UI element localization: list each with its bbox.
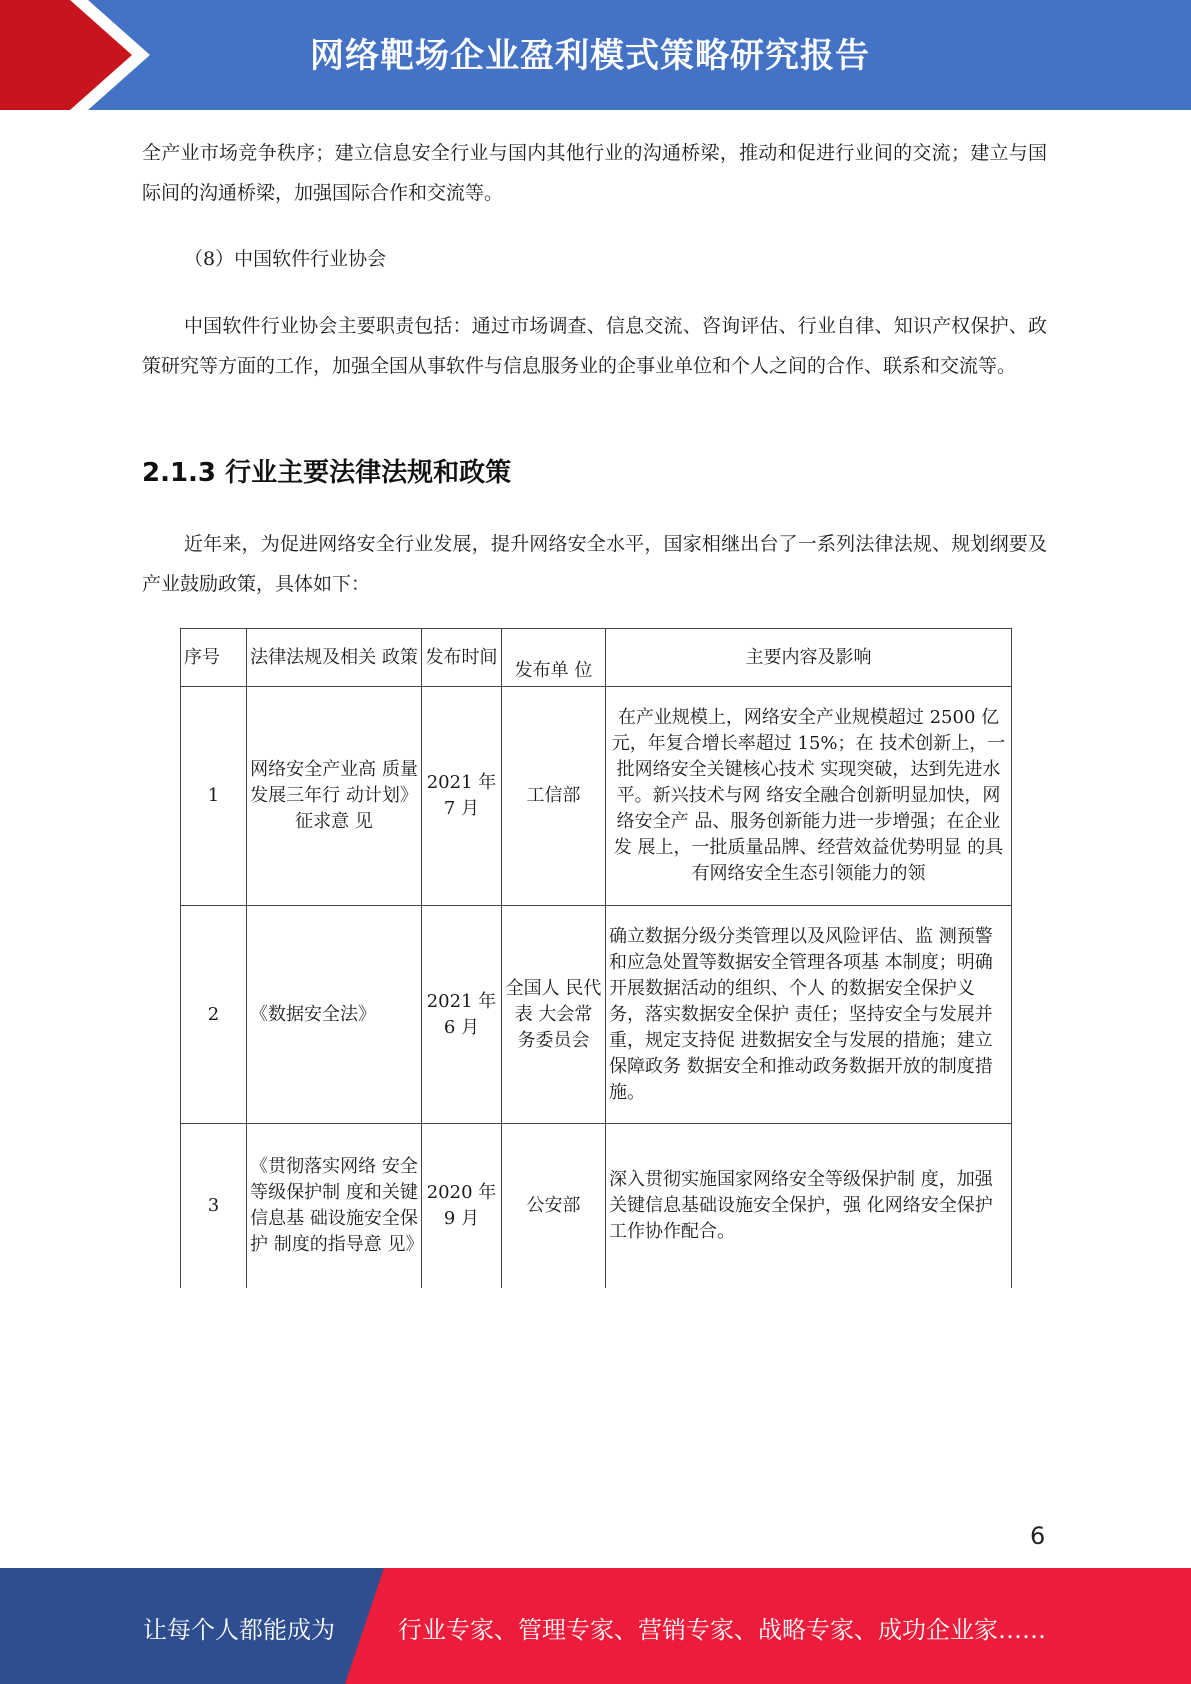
- row-seq: 3: [181, 1124, 247, 1288]
- table-row: [181, 1124, 1012, 1288]
- row-law: 网络安全产业高 质量发展三年行 动计划》征求意 见: [247, 687, 422, 906]
- row-content: 在产业规模上，网络安全产业规模超过 2500 亿元，年复合增长率超过 15%；在 技术创新上，一批网络安全关键核心技术 实现突破，达到先进水平。新兴技术与网 络安全融合创新明显加快，网络安全产 品、服务创新能力进一步增强；在企业发 展上，一批质量品牌、经营效益优势明显 的具有网络安全生态引领能力的领: [606, 687, 1012, 906]
- row-unit: 工信部: [502, 687, 606, 906]
- row-content: 确立数据分级分类管理以及风险评估、监 测预警和应急处置等数据安全管理各项基 本制度；明确开展数据活动的组织、个人 的数据安全保护义务，落实数据安全保护 责任；坚持安全与发展并重，规定支持促 进数据安全与发展的措施；建立保障政务 数据安全和推动政务数据开放的制度措 施。: [606, 906, 1012, 1124]
- header-unit: 发布单 位: [502, 629, 606, 687]
- paragraph-continuation: 全产业市场竞争秩序；建立信息安全行业与国内其他行业的沟通桥梁，推动和促进行业间的交流；建立与国际间的沟通桥梁，加强国际合作和交流等。: [142, 142, 1047, 204]
- paragraph-policy-intro: 近年来，为促进网络安全行业发展，提升网络安全水平，国家相继出台了一系列法律法规、规划纲要及产业鼓励政策，具体如下：: [142, 533, 1047, 595]
- row-law: 《贯彻落实网络 安全等级保护制 度和关键信息基 础设施安全保护 制度的指导意 见》: [247, 1124, 422, 1288]
- row-unit: 全国人 民代表 大会常 务委员会: [502, 906, 606, 1124]
- page-number: 6: [1030, 1522, 1046, 1550]
- footer-slogan-left: 让每个人都能成为: [143, 1616, 335, 1644]
- row-content: 深入贯彻实施国家网络安全等级保护制 度，加强关键信息基础设施安全保护，强 化网络安全保护工作协作配合。: [606, 1124, 1012, 1288]
- row-seq: 2: [181, 906, 247, 1124]
- header-content: 主要内容及影响: [606, 629, 1012, 687]
- footer-slogan-right: 行业专家、管理专家、营销专家、战略专家、成功企业家……: [398, 1616, 1046, 1644]
- header-time: 发布时间: [422, 629, 502, 687]
- table-header-row: [181, 629, 1012, 687]
- header-seq: 序号: [181, 629, 247, 687]
- row-time: 2021 年 7 月: [422, 687, 502, 906]
- policy-table: [180, 628, 1012, 1288]
- row-time: 2020 年 9 月: [422, 1124, 502, 1288]
- paragraph-association-duties: 中国软件行业协会主要职责包括：通过市场调查、信息交流、咨询评估、行业自律、知识产权保护、政策研究等方面的工作，加强全国从事软件与信息服务业的企事业单位和个人之间的合作、联系和交流等。: [142, 315, 1047, 377]
- section-heading: 2.1.3 行业主要法律法规和政策: [142, 458, 512, 488]
- header-law: 法律法规及相关 政策: [247, 629, 422, 687]
- page-footer: [0, 1568, 1191, 1684]
- table-row: [181, 687, 1012, 906]
- page-header: [0, 0, 1191, 110]
- row-time: 2021 年 6 月: [422, 906, 502, 1124]
- row-seq: 1: [181, 687, 247, 906]
- subsection-label: （8）中国软件行业协会: [184, 248, 387, 270]
- row-law: 《数据安全法》: [247, 906, 422, 1124]
- row-unit: 公安部: [502, 1124, 606, 1288]
- report-title: 网络靶场企业盈利模式策略研究报告: [310, 36, 870, 76]
- table-row: [181, 906, 1012, 1124]
